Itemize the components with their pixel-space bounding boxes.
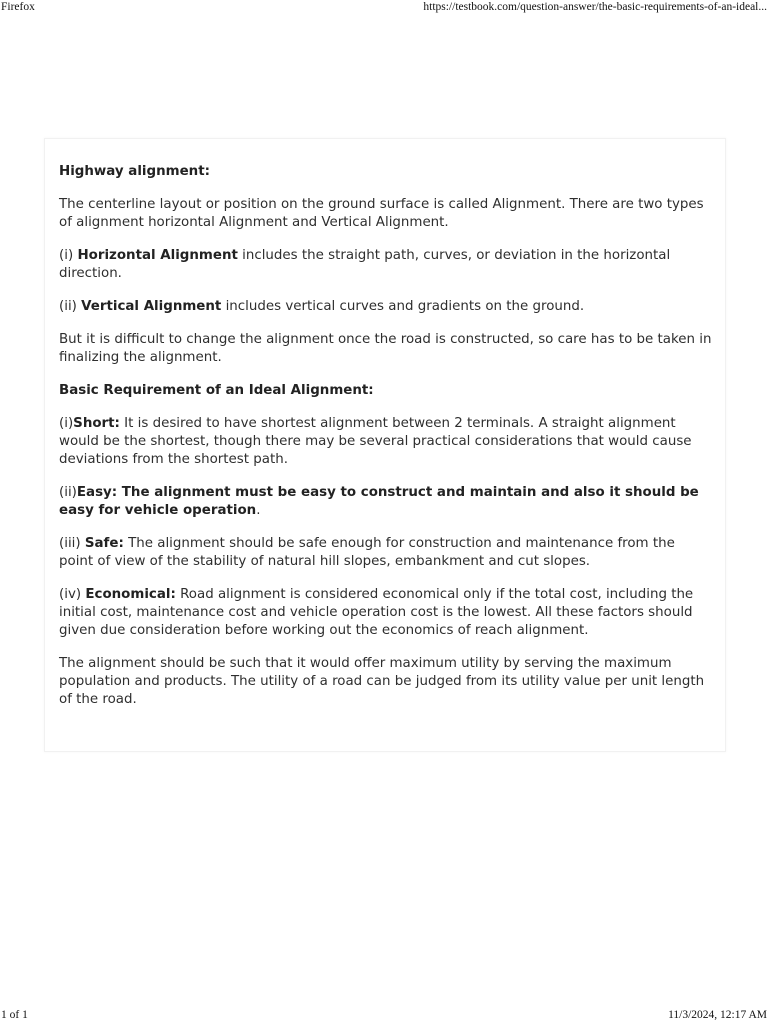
safe-paragraph [59,535,713,571]
page-url[interactable]: https://testbook.com/question-answer/the-basic-requirements-of-an-ideal... [423,1,767,13]
print-datetime: 11/3/2024, 12:17 AM [668,1009,767,1021]
easy-prefix: (ii) [59,485,77,500]
safe-prefix: (iii) [59,536,85,551]
short-prefix: (i) [59,416,74,431]
print-header [0,0,768,16]
easy-term: Easy: The alignment must be easy to construct and maintain and also it should be easy for vehicle operation [59,485,699,518]
horizontal-alignment-paragraph [59,247,713,283]
vertical-prefix: (ii) [59,299,82,314]
heading-highway-alignment-text: Highway alignment: [59,164,210,179]
horizontal-term: Horizontal Alignment [77,248,238,263]
short-term: Short: [73,416,120,431]
answer-card [44,138,726,752]
utility-paragraph: The alignment should be such that it would offer maximum utility by serving the maximum population and products. The utility of a road can be judged from its utility value per unit length of the road. [59,656,705,707]
page-count: 1 of 1 [1,1009,28,1021]
economical-term: Economical: [85,587,176,602]
economical-prefix: (iv) [59,587,86,602]
short-text: It is desired to have shortest alignment between 2 terminals. A straight alignment would be the shortest, though there may be several practical considerations that would cause deviations from the shortest path. [59,416,692,467]
vertical-term: Vertical Alignment [81,299,222,314]
short-paragraph [59,415,713,469]
economical-text: Road alignment is considered economical only if the total cost, including the initial cost, maintenance cost and vehicle operation cost is the lowest. All these factors should given due consideration before working out the economics of reach alignment. [59,587,694,638]
intro-paragraph: The centerline layout or position on the ground surface is called Alignment. There are two types of alignment horizontal Alignment and Vertical Alignment. [59,197,704,230]
vertical-text: includes vertical curves and gradients on the ground. [221,299,585,314]
economical-paragraph [59,586,713,640]
heading-requirements-text: Basic Requirement of an Ideal Alignment: [59,383,374,398]
easy-paragraph [59,484,713,520]
print-footer [0,1008,768,1024]
horizontal-prefix: (i) [59,248,78,263]
horizontal-text: includes the straight path, curves, or deviation in the horizontal direction. [59,248,671,281]
browser-name: Firefox [1,1,35,13]
heading-requirements [59,382,713,400]
easy-text: . [256,503,261,518]
heading-highway-alignment [59,163,713,181]
difficulty-paragraph: But it is difficult to change the alignment once the road is constructed, so care has to be taken in finalizing the alignment. [59,332,712,365]
safe-text: The alignment should be safe enough for construction and maintenance from the point of view of the stability of natural hill slopes, embankment and cut slopes. [59,536,675,569]
vertical-alignment-paragraph [59,298,713,316]
safe-term: Safe: [84,536,124,551]
answer-content [59,163,713,724]
